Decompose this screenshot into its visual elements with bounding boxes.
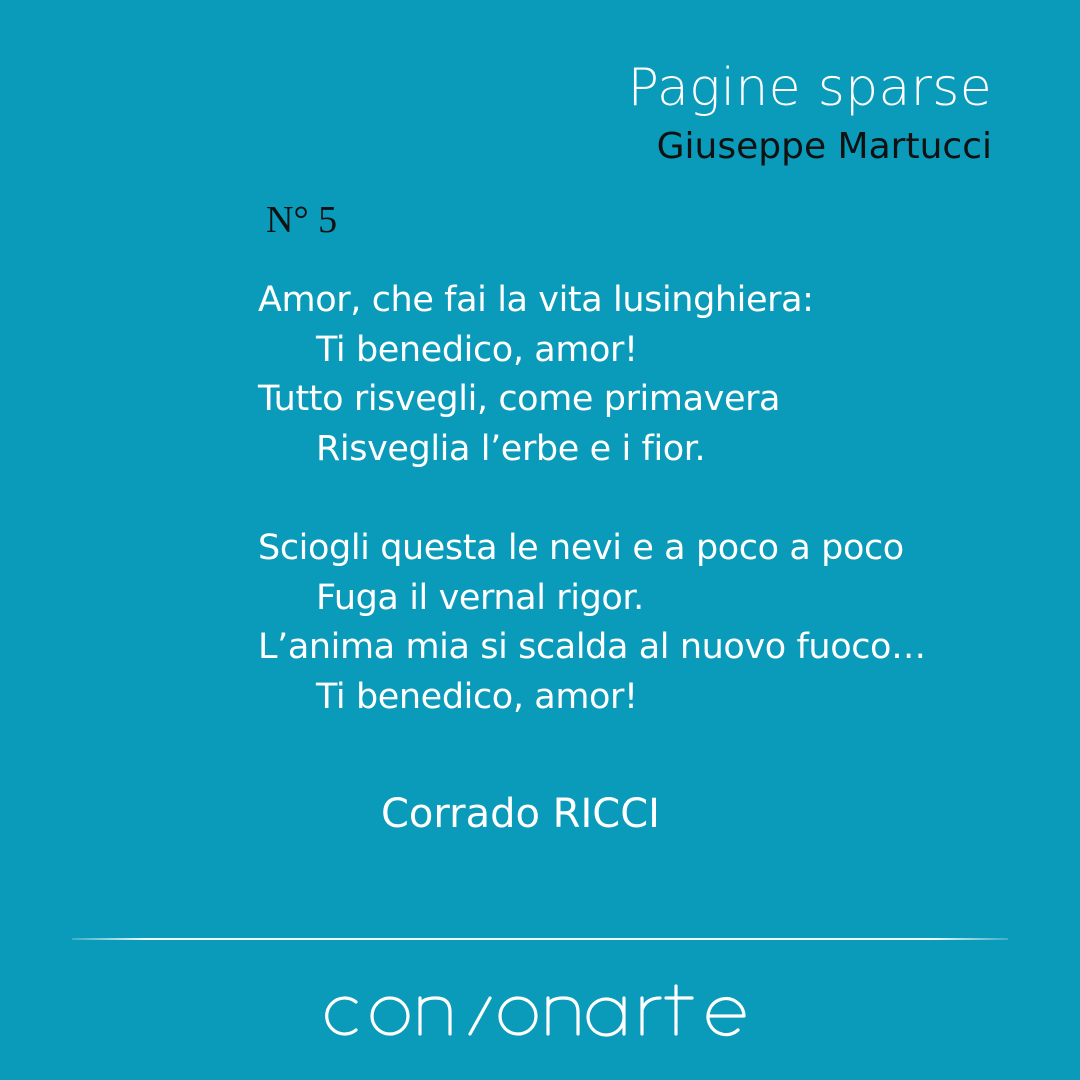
piece-number: N° 5 [266,199,338,241]
consonarte-logo [320,968,760,1048]
composer-name: Giuseppe Martucci [656,126,992,167]
poem-line: Ti benedico, amor! [316,676,638,717]
stanza [258,524,926,722]
poem-line: Tutto risvegli, come primavera [258,379,781,419]
poem-line: L’anima mia si scalda al nuovo fuoco… [258,627,926,667]
poem-text [258,276,926,722]
poem-line: Amor, che fai la vita lusinghiera: [258,280,814,320]
poet-name: Corrado RICCI [381,791,660,837]
poem-line: Sciogli questa le nevi e a poco a poco [258,528,904,568]
header [628,56,992,170]
divider [72,938,1008,940]
logo-wordmark [320,968,760,1048]
stanza [258,276,926,474]
poem-line: Fuga il vernal rigor. [316,577,644,618]
poem-line: Risveglia l’erbe e i fior. [316,428,706,469]
collection-title: Pagine sparse [627,58,992,118]
poem-line: Ti benedico, amor! [316,329,638,370]
